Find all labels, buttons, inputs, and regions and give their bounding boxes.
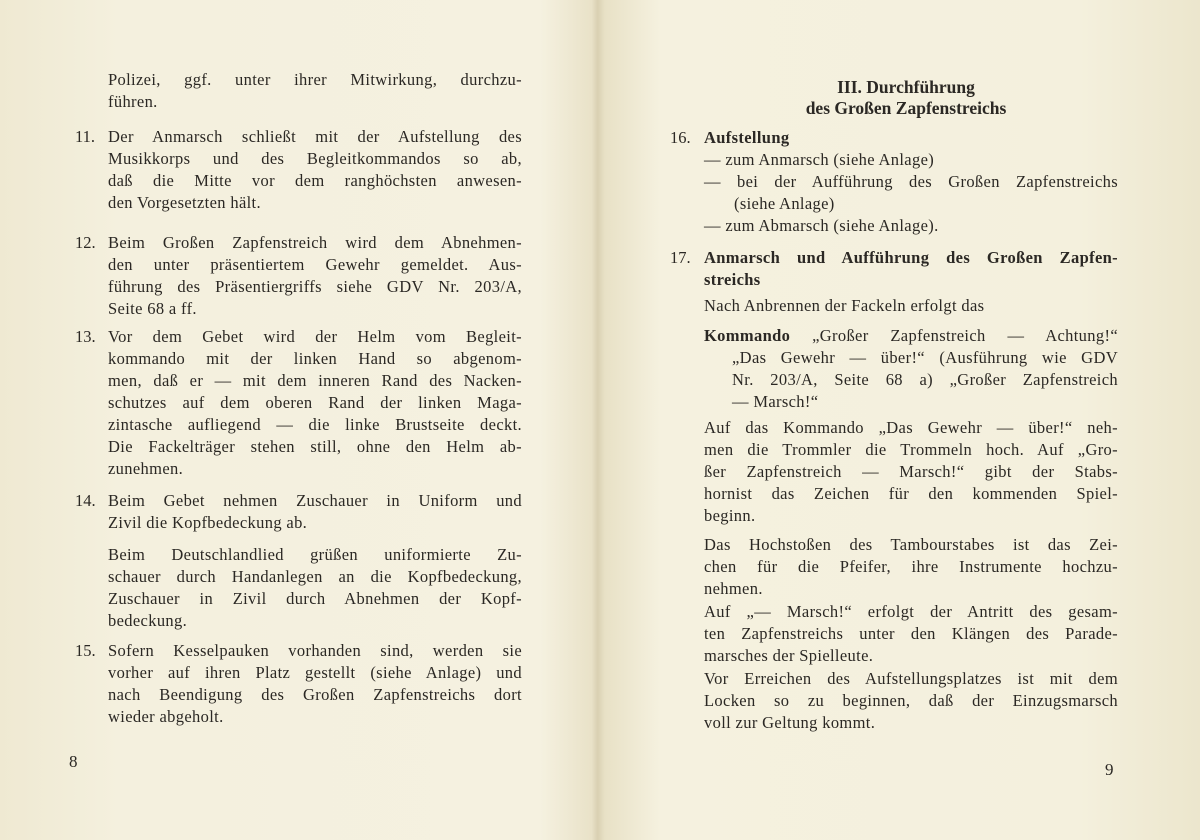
- item-number: 12.: [75, 233, 96, 252]
- text-line: — zum Abmarsch (siehe Anlage).: [704, 216, 939, 235]
- item-number: 17.: [670, 248, 691, 267]
- intro-paragraph: [108, 69, 522, 113]
- paragraph: [704, 417, 1118, 527]
- text-line: zunehmen.: [108, 459, 184, 478]
- title-line: des Großen Zapfenstreichs: [805, 98, 1007, 118]
- section-title: [696, 77, 1116, 119]
- command-line: [704, 325, 1118, 347]
- text-line: nach Beendigung des Großen Zapfenstreichs dort: [108, 685, 522, 704]
- text-line: führen.: [108, 92, 158, 111]
- item-heading: streichs: [704, 270, 761, 289]
- command-label: Kommando: [704, 326, 791, 345]
- text-line: (siehe Anlage): [734, 194, 835, 213]
- text-line: Zuschauer in Zivil durch Abnehmen der Kopf-: [108, 589, 522, 608]
- paragraph: [704, 534, 1118, 600]
- text-line: Locken so zu beginnen, daß der Einzugsmarsch: [704, 691, 1118, 710]
- text-line: Seite 68 a ff.: [108, 299, 197, 318]
- text-line: marsches der Spielleute.: [704, 646, 874, 665]
- text-line: — Marsch!“: [732, 392, 819, 411]
- item-11: [75, 126, 522, 214]
- item-number: 15.: [75, 641, 96, 660]
- item-number: 14.: [75, 491, 96, 510]
- text-line: beginn.: [704, 506, 756, 525]
- text-line: chen für die Pfeifer, ihre Instrumente hochzu-: [704, 557, 1118, 576]
- text-line: Vor dem Gebet wird der Helm vom Begleit-: [108, 327, 522, 346]
- item-13: [75, 326, 522, 480]
- text-line: Zivil die Kopfbedeckung ab.: [108, 513, 308, 532]
- text-line: — bei der Aufführung des Großen Zapfenstreichs: [704, 172, 1118, 191]
- page-number: 8: [69, 752, 78, 771]
- text-line: ßer Zapfenstreich — Marsch!“ gibt der Stabs-: [704, 462, 1118, 481]
- paragraph: [704, 668, 1118, 734]
- item-14-paragraph: [108, 544, 522, 632]
- text-line: vorher auf ihren Platz gestellt (siehe Anlage) und: [108, 663, 522, 682]
- item-14: [75, 490, 522, 534]
- command-text: „Großer Zapfenstreich — Achtung!“: [812, 326, 1118, 345]
- text-line: men die Trommler die Trommeln hoch. Auf „Gro-: [704, 440, 1118, 459]
- text-line: Sofern Kesselpauken vorhanden sind, werden sie: [108, 641, 522, 660]
- text-line: voll zur Geltung kommt.: [704, 713, 876, 732]
- item-17: [670, 247, 1118, 734]
- paragraph: [704, 601, 1118, 667]
- item-15: [75, 640, 522, 728]
- text-line: Auf „— Marsch!“ erfolgt der Antritt des gesam-: [704, 602, 1118, 621]
- right-page: [598, 0, 1200, 840]
- text-line: Beim Großen Zapfenstreich wird dem Abnehmen-: [108, 233, 522, 252]
- text-line: Das Hochstoßen des Tambourstabes ist das Zei-: [704, 535, 1118, 554]
- title-line: III. Durchführung: [837, 77, 975, 97]
- text-line: den Vorgesetzten hält.: [108, 193, 261, 212]
- text-line: — zum Anmarsch (siehe Anlage): [704, 150, 935, 169]
- text-line: Beim Deutschlandlied grüßen uniformierte Zu-: [108, 545, 522, 564]
- text-line: kommando mit der linken Hand so abgenom-: [108, 349, 522, 368]
- text-line: daß die Mitte vor dem ranghöchsten anwesen-: [108, 171, 522, 190]
- item-16: [670, 127, 1118, 237]
- page-number: 9: [1105, 760, 1114, 779]
- text-line: „Das Gewehr — über!“ (Ausführung wie GDV: [732, 348, 1118, 367]
- item-heading: Anmarsch und Aufführung des Großen Zapfen-: [704, 248, 1118, 267]
- text-line: Die Fackelträger stehen still, ohne den Helm ab-: [108, 437, 522, 456]
- text-line: den unter präsentiertem Gewehr gemeldet. Aus-: [108, 255, 522, 274]
- item-12: [75, 232, 522, 320]
- text-line: wieder abgeholt.: [108, 707, 224, 726]
- text-line: hornist das Zeichen für den kommenden Spiel-: [704, 484, 1118, 503]
- text-line: zintasche aufliegend — die linke Brustseite deckt.: [108, 415, 522, 434]
- left-page: [0, 0, 598, 840]
- text-line: bedeckung.: [108, 611, 188, 630]
- text-line: Beim Gebet nehmen Zuschauer in Uniform und: [108, 491, 522, 510]
- item-number: 11.: [75, 127, 96, 146]
- text-line: Musikkorps und des Begleitkommandos so ab,: [108, 149, 522, 168]
- text-line: nehmen.: [704, 579, 763, 598]
- text-line: führung des Präsentiergriffs siehe GDV Nr. 203/A,: [108, 277, 522, 296]
- text-line: Der Anmarsch schließt mit der Aufstellung des: [108, 127, 522, 146]
- text-line: Polizei, ggf. unter ihrer Mitwirkung, durchzu-: [108, 70, 522, 89]
- text-line: men, daß er — mit dem inneren Rand des Nacken-: [108, 371, 522, 390]
- item-number: 13.: [75, 327, 96, 346]
- text-line: Auf das Kommando „Das Gewehr — über!“ neh-: [704, 418, 1118, 437]
- text-line: schutzes auf dem oberen Rand der linken Maga-: [108, 393, 522, 412]
- text-line: Vor Erreichen des Aufstellungsplatzes ist mit dem: [704, 669, 1118, 688]
- item-heading: Aufstellung: [704, 128, 790, 147]
- text-line: schauer durch Handanlegen an die Kopfbedeckung,: [108, 567, 522, 586]
- item-number: 16.: [670, 128, 691, 147]
- text-line: Nach Anbrennen der Fackeln erfolgt das: [704, 296, 985, 315]
- text-line: Nr. 203/A, Seite 68 a) „Großer Zapfenstreich: [732, 370, 1118, 389]
- text-line: ten Zapfenstreichs unter den Klängen des Parade-: [704, 624, 1118, 643]
